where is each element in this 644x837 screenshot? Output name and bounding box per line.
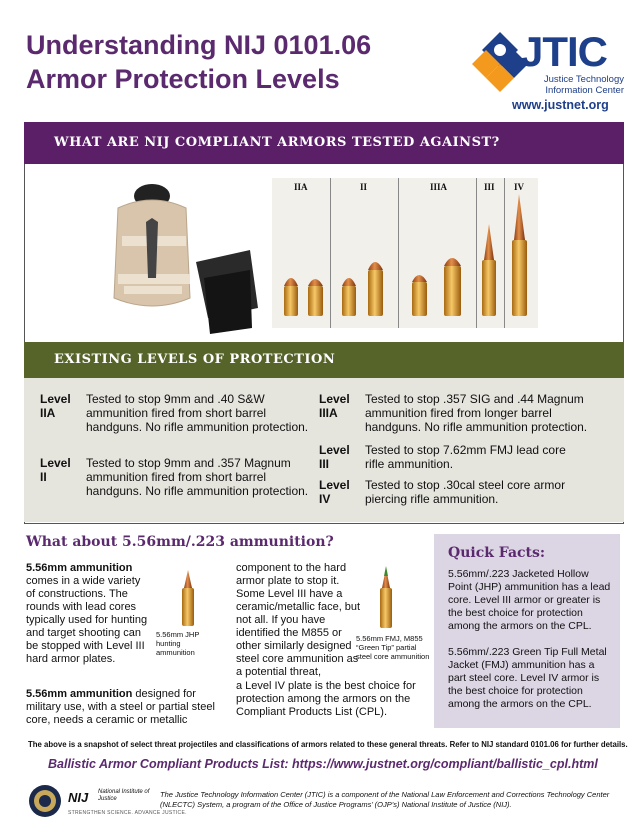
what-paragraph-4: a Level IV plate is the best choice for protection among the armors on the Compliant Products List (CPL). [236,680,416,718]
level-iii-label: Level III [319,443,350,471]
band-label-iia: IIA [294,182,308,192]
what-paragraph-3: component to the hard armor plate to stop it. Some Level III have a ceramic/metallic face, but not all. If you have identified the M855 or other similarly designed steel core ammunition as a potential threat, [236,562,361,678]
title-line-2: Armor Protection Levels [26,64,340,94]
level-iiia-text: Tested to stop .357 SIG and .44 Magnum ammunition fired from longer barrel handguns. No rifle ammunition protection. [365,392,588,434]
page-title [26,28,446,96]
body-armor-vest-image [100,178,270,338]
what-paragraph-1: 5.56mm ammunition comes in a wide variety of constructions. The rounds with lead cores typically used for hunting and target shooting can be stopped with Level III hard armor plates. [26,562,148,665]
nij-logo-subtitle: National Institute of Justice [98,789,150,802]
logo-sub-1: Justice Technology [543,74,624,85]
cartridges-graphic [272,178,538,328]
cpl-link[interactable]: Ballistic Armor Compliant Products List: https://www.justnet.org/compliant/ballistic_cpl.html [48,757,598,771]
level-iia-label: Level IIA [40,392,71,420]
section-header-tested [24,122,624,164]
level-ii-label: Level II [40,456,71,484]
title-line-1: Understanding NIJ 0101.06 [26,30,372,60]
logo-url-link[interactable]: www.justnet.org [512,98,609,112]
ammunition-comparison-image [272,178,538,328]
nij-tagline: STRENGTHEN SCIENCE. ADVANCE JUSTICE. [68,810,187,816]
nij-logo-mark: NIJ [68,790,89,805]
level-iiia-label: Level IIIA [319,392,350,420]
logo-wordmark: JTIC [520,28,608,75]
level-iv-label: Level IV [319,478,350,506]
logo-subtitle [540,74,624,96]
band-label-iii: III [484,182,495,192]
green-tip-caption: 5.56mm FMJ, M855 “Green Tip” partial steel core ammunition [356,634,430,661]
level-iii-text: Tested to stop 7.62mm FMJ lead core rifle ammunition. [365,443,566,471]
band-label-iv: IV [514,182,525,192]
cartridge-9mm-ii [342,278,356,316]
footer-text: The Justice Technology Information Center (JTIC) is a component of the National Law Enforcement and Corrections Technology Center (NLECTC) System, a program of the Office of Justice Programs’ (OJP’s) National Institute of Justice (NIJ). [160,790,610,809]
snapshot-note: The above is a snapshot of select threat projectiles and classifications of armors related to these general threats. Refer to NIJ standard 0101.06 for further details. [28,740,628,749]
cartridge-357sig [412,275,427,316]
section-heading-tested: WHAT ARE NIJ COMPLIANT ARMORS TESTED AGAINST? [54,135,500,150]
jhp-caption: 5.56mm JHP hunting ammunition [156,630,200,657]
armor-plate-image [196,250,258,334]
cartridge-40sw [308,279,323,316]
cartridge-357mag [368,262,383,316]
cartridge-44mag [444,258,461,316]
quick-fact-2: 5.56mm/.223 Green Tip Full Metal Jacket (FMJ) ammunition has a part steel core. Level IV armor is the best choice for protection among the armors on the CPL. [448,646,607,710]
what-paragraph-2: 5.56mm ammunition designed for military use, with a steel or partial steel core, needs a ceramic or metallic [26,688,215,726]
section-header-levels [24,342,624,378]
jhp-cartridge-image [170,566,206,628]
band-label-ii: II [360,182,368,192]
doj-seal-icon [28,784,62,818]
logo-sub-2: Information Center [545,85,624,96]
level-iv-text: Tested to stop .30cal steel core armor piercing rifle ammunition. [365,478,566,506]
level-iia-text: Tested to stop 9mm and .40 S&W ammunition fired from short barrel handguns. No rifle ammunition protection. [86,392,309,434]
band-label-iiia: IIIA [430,182,448,192]
quick-fact-1: 5.56mm/.223 Jacketed Hollow Point (JHP) ammunition has a lead core. Level III armor or greater is the best choice for protection among the armors on the CPL. [448,568,611,632]
ammunition-heading: What about 5.56mm/.223 ammunition? [26,534,334,550]
cartridge-30cal [512,194,527,316]
cartridge-762 [482,224,496,316]
quick-facts-title: Quick Facts: [448,545,546,561]
cartridge-9mm [284,278,298,316]
level-ii-text: Tested to stop 9mm and .357 Magnum ammunition fired from short barrel handguns. No rifle ammunition protection. [86,456,309,498]
section-heading-levels: EXISTING LEVELS OF PROTECTION [54,352,336,367]
green-tip-cartridge-image [368,562,404,630]
